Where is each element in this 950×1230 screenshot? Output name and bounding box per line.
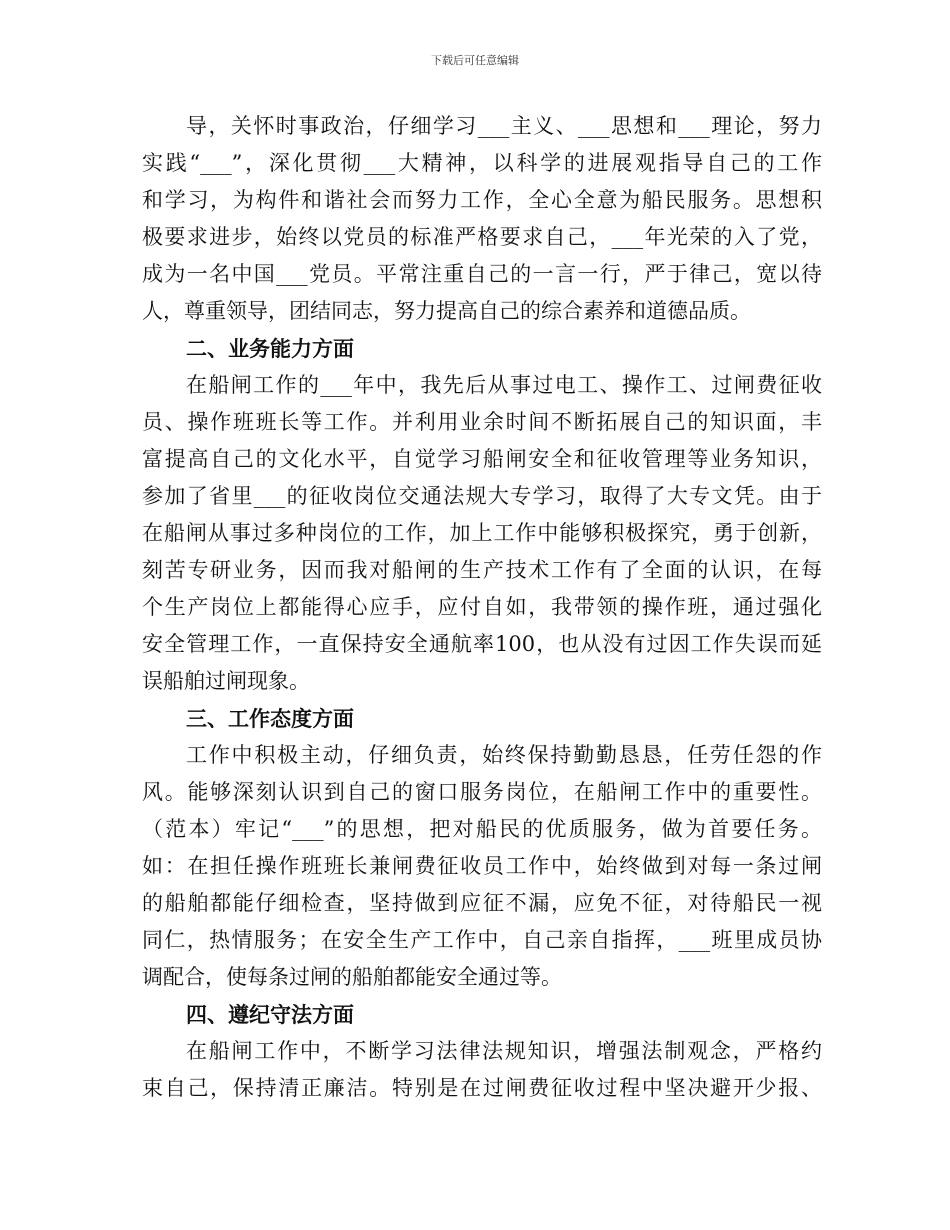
text-line: 极要求进步，始终以党员的标准严格要求自己，___年光荣的入了党， [142,225,822,249]
text-line: 富提高自己的文化水平，自觉学习船闸安全和征收管理等业务知识， [142,447,822,471]
text-line: 实践“___”，深化贯彻___大精神，以科学的进展观指导自己的工作 [142,151,822,175]
text-line: 导，关怀时事政治，仔细学习___主义、___思想和___理论，努力 [186,114,822,138]
text-line: 个生产岗位上都能得心应手，应付自如，我带领的操作班，通过强化 [142,595,822,619]
section-heading: 三、工作态度方面 [186,706,354,731]
section-heading: 二、业务能力方面 [186,336,354,361]
text-line: 在船闸工作的___年中，我先后从事过电工、操作工、过闸费征收 [186,373,822,397]
document-body [142,108,822,1107]
text-line: 员、操作班班长等工作。并利用业余时间不断拓展自己的知识面，丰 [142,410,822,434]
text-line: 的船舶都能仔细检查，坚持做到应征不漏，应免不征，对待船民一视 [142,891,822,915]
text-line: 安全管理工作，一直保持安全通航率100，也从没有过因工作失误而延 [142,632,822,656]
text-line: 工作中积极主动，仔细负责，始终保持勤勤恳恳，任劳任怨的作 [186,743,822,767]
section-heading: 四、遵纪守法方面 [186,1002,354,1027]
text-line: 成为一名中国___党员。平常注重自己的一言一行，严于律己，宽以待 [142,262,822,286]
text-line: 和学习，为构件和谐社会而努力工作，全心全意为船民服务。思想积 [142,188,822,212]
text-line: 束自己，保持清正廉洁。特别是在过闸费征收过程中坚决避开少报、 [142,1076,822,1100]
text-line: 风。能够深刻认识到自己的窗口服务岗位，在船闸工作中的重要性。 [142,780,822,804]
text-line: 在船闸从事过多种岗位的工作，加上工作中能够积极探究，勇于创新， [142,521,822,545]
text-line: 在船闸工作中，不断学习法律法规知识，增强法制观念，严格约 [186,1039,822,1063]
page-header: 下载后可任意编辑 [431,54,519,67]
text-line: （范本）牢记“___”的思想，把对船民的优质服务，做为首要任务。 [142,817,822,841]
text-line: 调配合，使每条过闸的船舶都能安全通过等。 [142,965,562,989]
text-line: 误船舶过闸现象。 [142,669,310,693]
text-line: 刻苦专研业务，因而我对船闸的生产技术工作有了全面的认识，在每 [142,558,822,582]
text-line: 人，尊重领导，团结同志，努力提高自己的综合素养和道德品质。 [142,299,751,323]
text-line: 同仁，热情服务；在安全生产工作中，自己亲自指挥，___班里成员协 [142,928,822,952]
text-line: 如：在担任操作班班长兼闸费征收员工作中，始终做到对每一条过闸 [142,854,822,878]
text-line: 参加了省里___的征收岗位交通法规大专学习，取得了大专文凭。由于 [142,484,822,508]
